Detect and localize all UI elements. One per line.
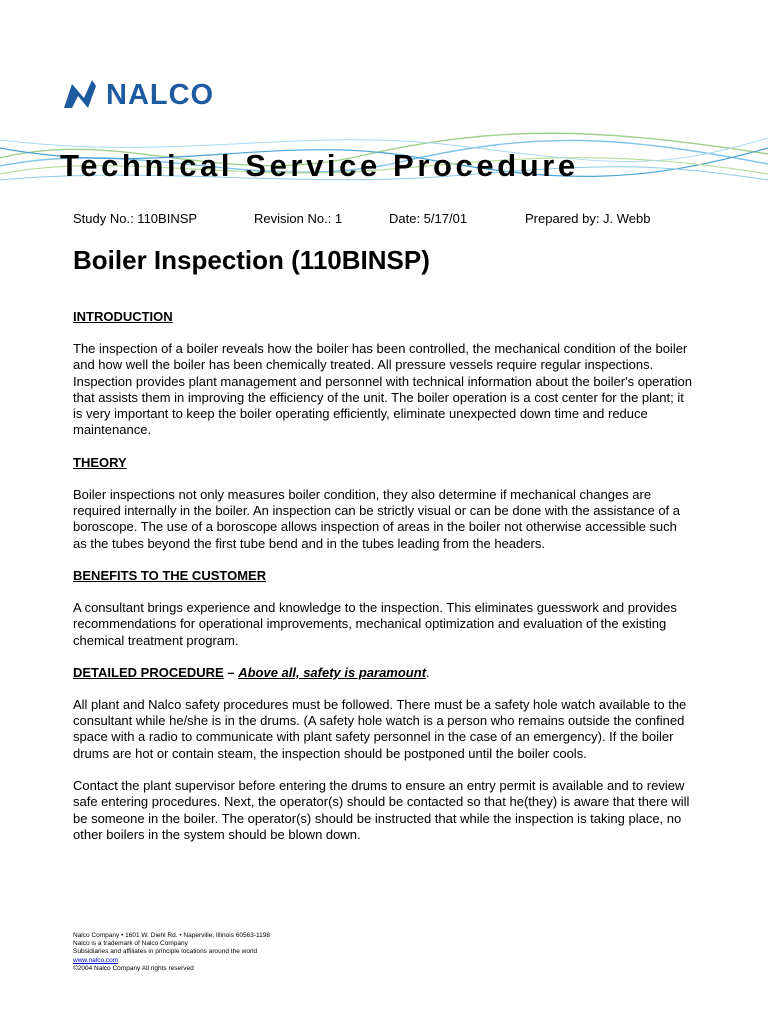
document-date: Date: 5/17/01 bbox=[389, 211, 468, 226]
procedure-heading-label: DETAILED PROCEDURE bbox=[73, 664, 224, 680]
procedure-heading bbox=[73, 665, 693, 681]
revision-number: Revision No.: 1 bbox=[254, 211, 343, 226]
benefits-paragraph: A consultant brings experience and knowledge to the inspection. This eliminates guesswork and provides recommendations for operational improvements, mechanical optimization and evaluation of the existing chemical treatment program. bbox=[73, 599, 677, 648]
footer-address: Nalco Company • 1601 W. Diehl Rd. • Naperville, Illinois 60563-1198 bbox=[73, 932, 271, 939]
theory-paragraph: Boiler inspections not only measures boiler condition, they also determine if mechanical changes are required internally in the boiler. An inspection can be strictly visual or can be done with the assistance of a boroscope. The use of a boroscope allows inspection of areas in the boiler not otherwise accessible such as the tubes beyond the first tube bend and in the tubes leading from the headers. bbox=[73, 486, 681, 551]
introduction-paragraph: The inspection of a boiler reveals how the boiler has been controlled, the mechanical condition of the boiler and how well the boiler has been chemically treated. All pressure vessels require regular inspections. Inspection provides plant management and personnel with technical information about the boiler's operation that assists them in improving the efficiency of the unit. The boiler operation is a cost center for the plant; it is very important to keep the boiler operating efficiently, eliminate unexpected down time and reduce maintenance. bbox=[73, 341, 692, 438]
theory-heading: THEORY bbox=[73, 454, 127, 470]
prepared-by: Prepared by: J. Webb bbox=[525, 211, 651, 226]
procedure-heading-emphasis: Above all, safety is paramount bbox=[238, 664, 427, 680]
document-title: Boiler Inspection (110BINSP) bbox=[73, 245, 430, 275]
study-number: Study No.: 110BINSP bbox=[73, 211, 198, 226]
introduction-heading: INTRODUCTION bbox=[73, 309, 173, 324]
footer-website-link[interactable]: www.nalco.com bbox=[73, 956, 119, 964]
document-meta bbox=[0, 211, 768, 229]
document-body bbox=[73, 309, 693, 859]
procedure-heading-separator: – bbox=[223, 664, 239, 680]
page-title: Technical Service Procedure bbox=[60, 148, 579, 183]
footer bbox=[73, 932, 270, 973]
footer-trademark: Nalco is a trademark of Nalco Company bbox=[73, 940, 188, 948]
footer-copyright: ©2004 Nalco Company All rights reserved bbox=[73, 964, 194, 972]
benefits-heading: BENEFITS TO THE CUSTOMER bbox=[73, 567, 267, 583]
procedure-paragraph-2: Contact the plant supervisor before entering the drums to ensure an entry permit is available and to review safe entering procedures. Next, the operator(s) should be contacted so that he(they) is aware that there will be someone in the boiler. The operator(s) should be instructed that while the inspection is taking place, no other boilers in the system should be blown down. bbox=[73, 778, 690, 842]
nalco-logo-mark-icon bbox=[62, 78, 102, 112]
footer-subsidiaries: Subsidiaries and affiliates in principle locations around the world bbox=[73, 948, 258, 956]
nalco-logo bbox=[62, 72, 214, 118]
logo-text: NALCO bbox=[106, 78, 215, 111]
procedure-heading-end: . bbox=[426, 664, 430, 680]
procedure-paragraph-1: All plant and Nalco safety procedures must be followed. There must be a safety hole watch available to the consultant while he/she is in the drums. (A safety hole watch is a person who remains outside the confined space with a radio to communicate with plant safety personnel in the case of an emergency). If the boiler drums are hot or contain steam, the inspection should be postponed until the boiler cools. bbox=[73, 696, 687, 761]
